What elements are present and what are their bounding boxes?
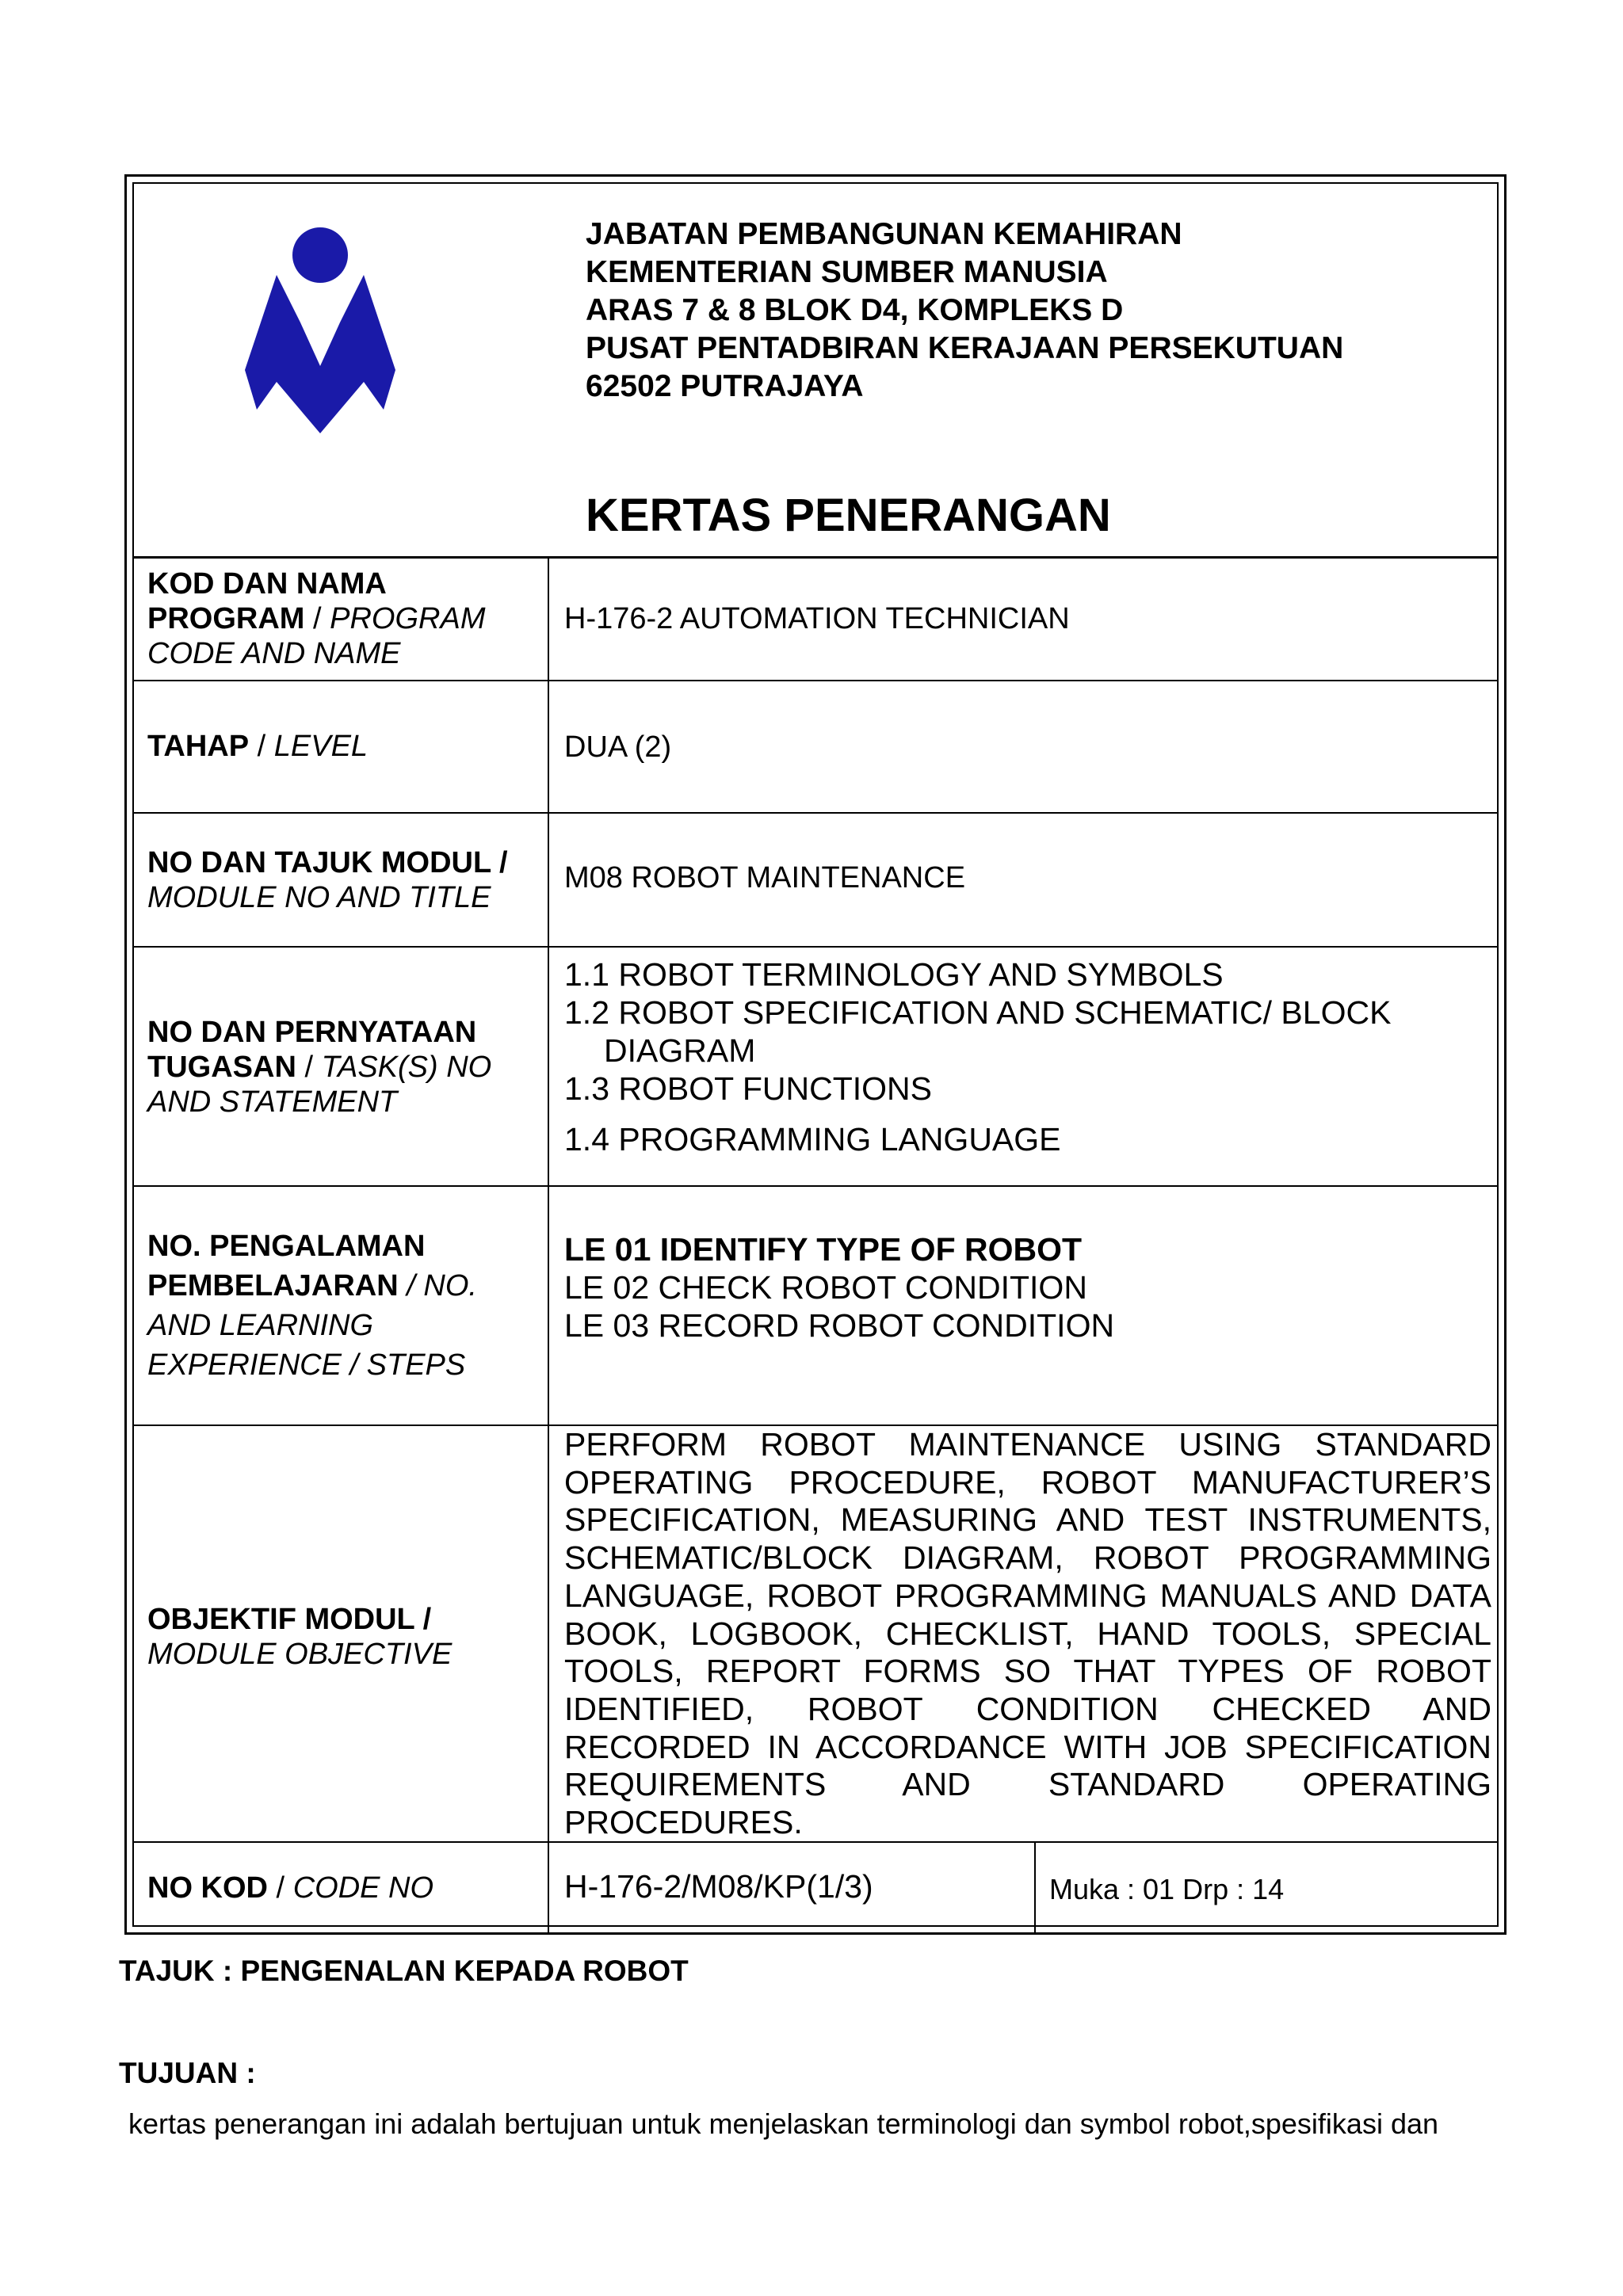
row-code-no (134, 1843, 1497, 1934)
objective-label (147, 1602, 452, 1672)
form-table-inner (132, 182, 1499, 1927)
logo-circle (292, 227, 348, 283)
label-cell (134, 559, 549, 680)
module-label (147, 845, 508, 915)
row-level (134, 681, 1497, 814)
label-bold: NO. PENGALAMAN (147, 1230, 426, 1263)
label-separator: / (296, 1051, 322, 1084)
task-item-continued: DIAGRAM (604, 1032, 756, 1069)
document-title: KERTAS PENERANGAN (586, 490, 1111, 541)
program-label (147, 566, 486, 671)
code-cell (549, 1843, 1036, 1934)
objective-text: PERFORM ROBOT MAINTENANCE USING STANDARD OPERATING PROCEDURE, ROBOT MANUFACTURER’S SPECIFICATION, MEASURING AND TEST INSTRUMENTS, SCHEMATIC/BLOCK DIAGRAM, ROBOT PROGRAMMING LANGUAGE, ROBOT PROGRAMMING MANUALS AND DATA BOOK, LOGBOOK, CHECKLIST, HAND TOOLS, SPECIAL TOOLS, REPORT FORMS SO THAT TYPES OF ROBOT IDENTIFIED, ROBOT CONDITION CHECKED AND RECORDED IN ACCORDANCE WITH JOB SPECIFICATION REQUIREMENTS AND STANDARD OPERATING PROCEDURES. (564, 1426, 1491, 1841)
value-cell (549, 1187, 1497, 1425)
label-bold: OBJEKTIF MODUL / (147, 1603, 432, 1636)
value-cell (549, 814, 1497, 946)
label-bold: PROGRAM (147, 602, 305, 635)
logo-m-shape (245, 275, 395, 433)
label-bold: KOD DAN NAMA (147, 567, 387, 601)
label-bold: TUGASAN (147, 1051, 296, 1084)
row-module-objective (134, 1426, 1497, 1843)
level-label (147, 729, 368, 764)
section-title: TAJUK : PENGENALAN KEPADA ROBOT (119, 1955, 689, 1987)
value-cell (549, 1426, 1497, 1841)
address-line: KEMENTERIAN SUMBER MANUSIA (586, 255, 1108, 289)
label-italic: AND STATEMENT (147, 1085, 398, 1119)
value-cell (549, 948, 1497, 1185)
ministry-logo-icon (245, 227, 395, 433)
address-block (586, 215, 1343, 406)
learning-item: LE 02 CHECK ROBOT CONDITION (564, 1269, 1087, 1306)
label-italic: CODE NO (292, 1871, 434, 1905)
label-italic: TASK(S) NO (321, 1051, 492, 1084)
label-separator: / (249, 730, 274, 763)
tasks-label (147, 1015, 491, 1119)
label-cell (134, 1426, 549, 1841)
label-cell (134, 814, 549, 946)
label-italic: MODULE NO AND TITLE (147, 881, 491, 914)
page-number: Muka : 01 Drp : 14 (1049, 1873, 1285, 1905)
row-learning-experience (134, 1187, 1497, 1426)
label-cell (134, 1187, 549, 1425)
address-line: JABATAN PEMBANGUNAN KEMAHIRAN (586, 217, 1182, 251)
row-program (134, 559, 1497, 681)
row-module (134, 814, 1497, 948)
value-cell (549, 559, 1497, 680)
label-bold: NO DAN TAJUK MODUL / (147, 846, 508, 879)
level-value: DUA (2) (564, 730, 672, 764)
label-cell (134, 681, 549, 812)
label-bold: TAHAP (147, 730, 250, 763)
value-cell (549, 1843, 1497, 1934)
learning-item: LE 01 IDENTIFY TYPE OF ROBOT (564, 1231, 1083, 1268)
label-italic: CODE AND NAME (147, 637, 401, 670)
label-cell (134, 1843, 549, 1934)
value-cell (549, 681, 1497, 812)
row-tasks (134, 948, 1497, 1187)
address-line: ARAS 7 & 8 BLOK D4, KOMPLEKS D (586, 293, 1124, 327)
address-line: 62502 PUTRAJAYA (586, 369, 864, 403)
label-italic: EXPERIENCE / STEPS (147, 1348, 466, 1382)
label-separator: / (268, 1871, 293, 1905)
label-bold: PEMBELAJARAN (147, 1269, 399, 1302)
label-bold: NO KOD (147, 1871, 268, 1905)
label-italic: PROGRAM (330, 602, 486, 635)
module-value: M08 ROBOT MAINTENANCE (564, 861, 966, 894)
label-separator: / (304, 602, 330, 635)
label-italic: / NO. (398, 1269, 477, 1302)
form-header (134, 184, 1497, 559)
task-item: 1.2 ROBOT SPECIFICATION AND SCHEMATIC/ BLOCK (564, 994, 1392, 1031)
learning-item: LE 03 RECORD ROBOT CONDITION (564, 1307, 1115, 1344)
task-item: 1.3 ROBOT FUNCTIONS (564, 1070, 932, 1107)
label-cell (134, 948, 549, 1185)
learning-label (147, 1226, 477, 1385)
form-table (124, 174, 1507, 1935)
address-line: PUSAT PENTADBIRAN KERAJAAN PERSEKUTUAN (586, 331, 1344, 365)
task-item: 1.1 ROBOT TERMINOLOGY AND SYMBOLS (564, 956, 1224, 993)
purpose-paragraph: kertas penerangan ini adalah bertujuan untuk menjelaskan terminologi dan symbol robot,spesifikasi dan (128, 2107, 1439, 2140)
label-italic: AND LEARNING (147, 1309, 374, 1342)
code-label (147, 1871, 433, 1905)
label-italic: LEVEL (273, 730, 369, 763)
code-value: H-176-2/M08/KP(1/3) (564, 1868, 873, 1905)
task-item: 1.4 PROGRAMMING LANGUAGE (564, 1121, 1061, 1158)
label-italic: MODULE OBJECTIVE (147, 1638, 453, 1671)
purpose-heading: TUJUAN : (119, 2057, 256, 2089)
label-bold: NO DAN PERNYATAAN (147, 1016, 477, 1049)
program-value: H-176-2 AUTOMATION TECHNICIAN (564, 602, 1070, 635)
